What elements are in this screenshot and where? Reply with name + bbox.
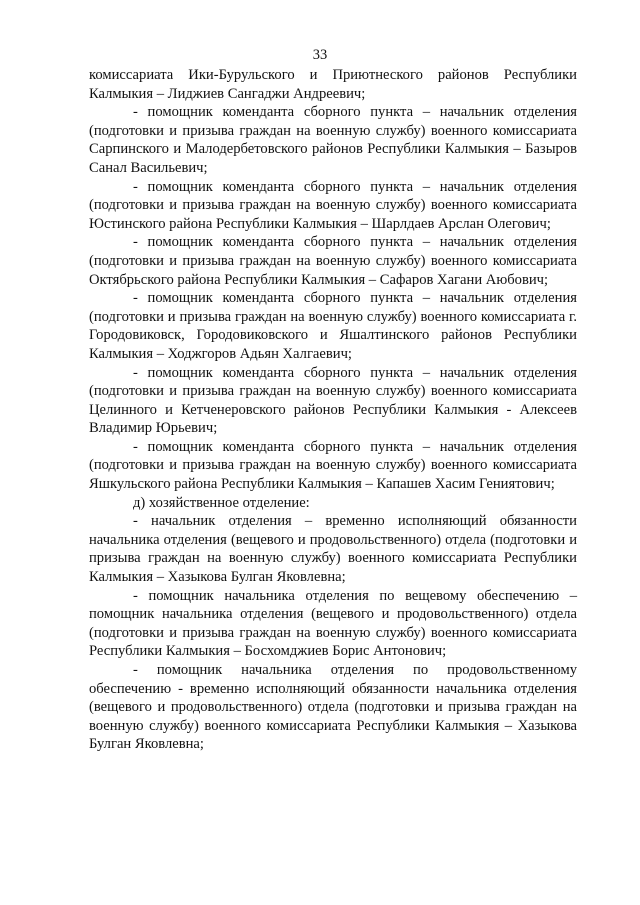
section-heading: д) хозяйственное отделение: [133,494,310,511]
list-item: - помощник начальника отделения по вещевому обеспечению – помощник начальника отделения (вещевого и продовольственного) отдела (подготовки и призыва граждан на военную службу) военного комиссариата Республики Калмыкия – Босхомджиев Борис Антонович; [89,587,577,660]
document-body [89,66,577,754]
list-item: - начальник отделения – временно исполняющий обязанности начальника отделения (вещевого и продовольственного) отдела (подготовки и призыва граждан на военную службу) военного комиссариата Республики Калмыкия – Хазыкова Булган Яковлевна; [89,513,577,586]
list-item: - помощник коменданта сборного пункта – начальник отделения (подготовки и призыва граждан на военную службу) военного комиссариата Яшкульского района Республики Калмыкия – Капашев Хасим Гениятович; [89,438,577,493]
list-item: - помощник коменданта сборного пункта – начальник отделения (подготовки и призыва граждан на военную службу) военного комиссариата Октябрьского района Республики Калмыкия – Сафаров Хагани Аюбович; [89,234,577,288]
list-item: - помощник начальника отделения по продовольственному обеспечению - временно исполняющий обязанности начальника отделения (вещевого и продовольственного) отдела (подготовки и призыва граждан на военную службу) военного комиссариата Республики Калмыкия – Хазыкова Булган Яковлевна; [89,662,577,753]
list-item: - помощник коменданта сборного пункта – начальник отделения (подготовки и призыва граждан на военную службу) военного комиссариата Целинного и Кетченеровского районов Республики Калмыкия - Алексеев Владимир Юрьевич; [89,364,577,437]
continued-paragraph: комиссариата Ики-Бурульского и Приютнеского районов Республики Калмыкия – Лиджиев Сангаджи Андреевич; [89,67,577,102]
list-item: - помощник коменданта сборного пункта – начальник отделения (подготовки и призыва граждан на военную службу) военного комиссариата Сарпинского и Малодербетовского районов Республики Калмыкия – Базыров Санал Васильевич; [89,104,577,176]
list-item: - помощник коменданта сборного пункта – начальник отделения (подготовки и призыва граждан на военную службу) военного комиссариата Юстинского района Республики Калмыкия – Шарлдаев Арслан Олегович; [89,178,577,232]
list-item: - помощник коменданта сборного пункта – начальник отделения (подготовки и призыва граждан на военную службу) военного комиссариата г. Городовиковск, Городовиковского и Яшалтинского районов Республики Калмыкия – Ходжгоров Адьян Халгаевич; [89,290,577,362]
page-number: 33 [312,47,328,63]
